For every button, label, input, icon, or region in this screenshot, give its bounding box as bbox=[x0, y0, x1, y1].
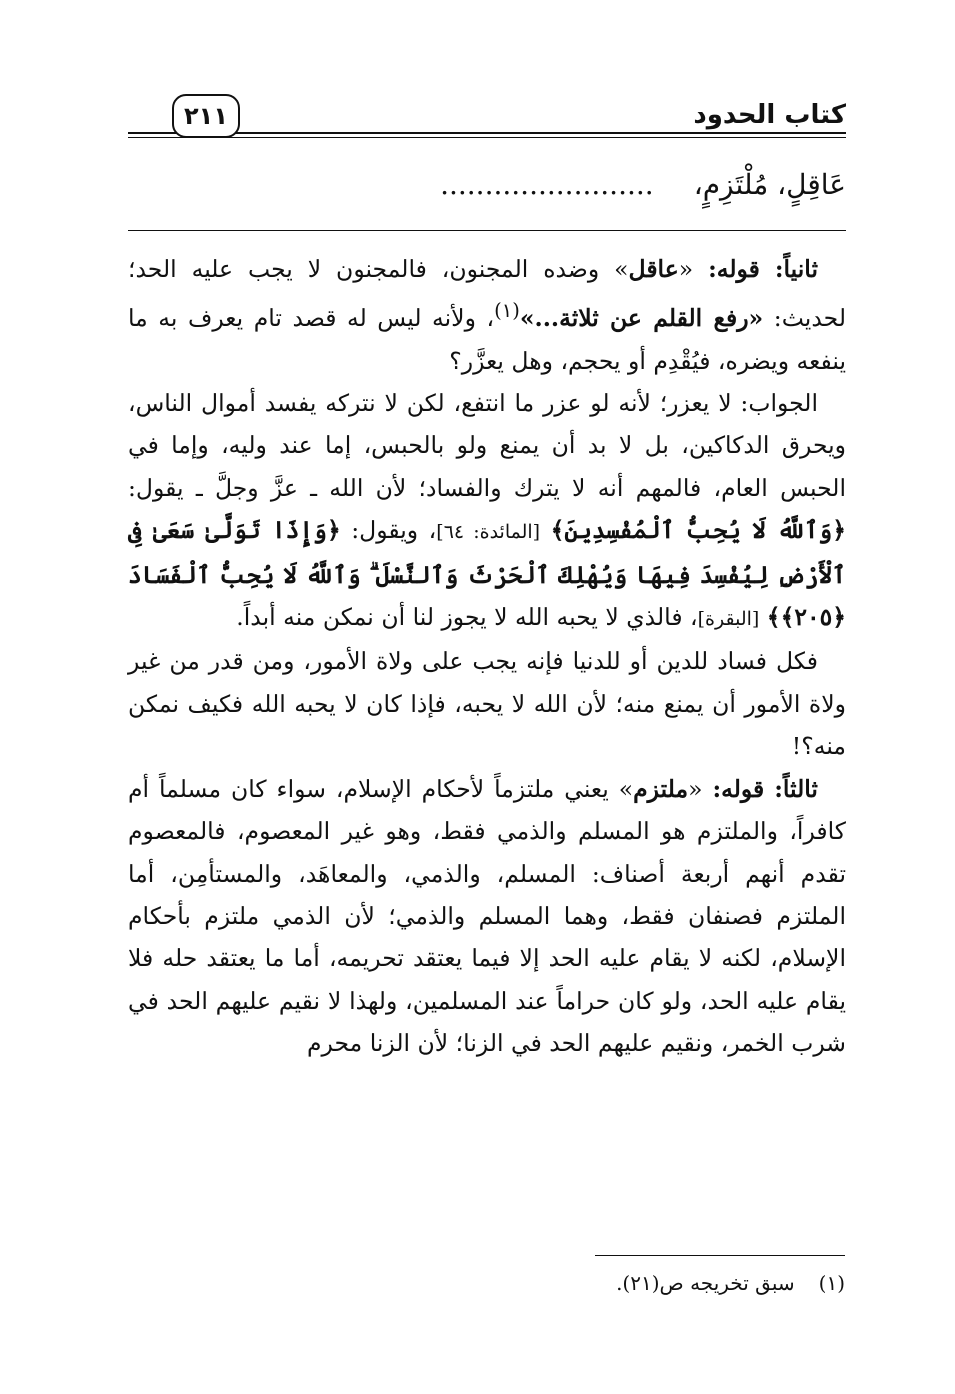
paragraph-thaniyan bbox=[128, 248, 846, 382]
qawluh-label: قوله: bbox=[708, 255, 760, 283]
page-body bbox=[128, 248, 846, 1065]
verse-reference: [المائدة: ٦٤] bbox=[436, 521, 541, 544]
matn-line bbox=[128, 160, 846, 210]
footnote-number: (١) bbox=[818, 1271, 845, 1295]
footnote-text: سبق تخريجه ص(٢١). bbox=[616, 1271, 795, 1295]
quote-close: » bbox=[618, 774, 634, 803]
paragraph-text: ، فالذي لا يحبه الله لا يجوز لنا أن نمكن منه أبداً. bbox=[236, 603, 698, 632]
paragraph-thalithan bbox=[128, 768, 846, 1065]
matn-term: عاقل bbox=[628, 255, 679, 283]
paragraph-text: ، ولأنه ليس له قصد تام يعرف به ما ينفعه ويضره، فيُقْدِم أو يحجم، وهل يعزَّر؟ bbox=[128, 304, 846, 375]
matn-term: ملتزم bbox=[633, 774, 689, 803]
footnote bbox=[145, 1268, 845, 1298]
matn-text: عَاقِلٍ، مُلْتَزِمٍ، bbox=[693, 168, 846, 201]
footnotes bbox=[145, 1268, 845, 1298]
paragraph-text: يعني ملتزماً لأحكام الإسلام، سواء كان مسلماً أم كافراً، والملتزم هو المسلم والذمي فقط، وهو غير المعصوم، فالمعصوم تقدم أنهم أربعة أصناف: المسلم، والذمي، والمعاهَد، والمستأمِن، أما الملتزم فصنفان فقط، وهما المسلم والذمي؛ لأن الذمي ملتزم بأحكام الإسلام، لكنه لا يقام عليه الحد إلا فيما يعتقد تحريمه، أما ما يعتقد حله فلا يقام عليه الحد، ولو كان حراماً عند المسلمين، ولهذا لا نقيم عليهم الحد في شرب الخمر، ونقيم عليهم الحد في الزنا؛ لأن الزنا محرم bbox=[128, 774, 846, 1058]
quran-verse: ﴿وَٱللَّهُ لَا يُحِبُّ ٱلْمُفْسِدِينَ﴾ bbox=[550, 516, 846, 545]
paragraph-jawab bbox=[128, 382, 846, 640]
quote-close: » bbox=[614, 255, 629, 283]
matn-dots: ........................ bbox=[440, 168, 654, 201]
verse-reference: [البقرة] bbox=[697, 608, 760, 631]
paragraph-text: ، ويقول: bbox=[351, 516, 437, 545]
hadith-text: «رفع القلم عن ثلاثة...» bbox=[519, 304, 764, 333]
quran-verse: ﴿وَإِذَا تَوَلَّىٰ سَعَىٰ فِى ٱلْأَرْضِ لِيُفْسِدَ فِيهَا وَيُهْلِكَ ٱلْحَرْثَ وَٱلنَّسْلَ ۗ وَٱللَّهُ لَا يُحِبُّ ٱلْفَسَادَ ﴿٢٠٥﴾﴾ bbox=[128, 516, 846, 632]
paragraph-text: وضده المجنون، فالمجنون لا يجب عليه الحد؛ لحديث: bbox=[128, 255, 846, 333]
quote-open: « bbox=[688, 774, 703, 803]
page-number: ٢١١ bbox=[172, 94, 240, 138]
running-header bbox=[128, 92, 846, 142]
qawluh-label: قوله: bbox=[712, 774, 765, 803]
quote-open: « bbox=[678, 255, 694, 283]
section-label: ثانياً: bbox=[774, 255, 818, 283]
section-label: ثالثاً: bbox=[774, 774, 818, 803]
paragraph-text: الجواب: لا يعزر؛ لأنه لو عزر ما انتفع، لكن لا نتركه يفسد أموال الناس، ويحرق الدكاكين، بل لا بد أن يمنع ولو بالحبس، إما عند وليه، وإما في الحبس العام، فالمهم أنه لا يترك والفساد؛ لأن الله ـ عزَّ وجلَّ ـ يقول: bbox=[128, 389, 846, 502]
paragraph-fasad: فكل فساد للدين أو للدنيا فإنه يجب على ولاة الأمور، ومن قدر من غير ولاة الأمور أن يمنع منه؛ لأن الله لا يحبه، فإذا كان لا يحبه الله فكيف نمكن منه؟! bbox=[128, 647, 846, 761]
footnote-divider bbox=[595, 1255, 845, 1256]
header-rule-bottom bbox=[128, 137, 846, 138]
matn-divider bbox=[128, 230, 846, 231]
running-title: كتاب الحدود bbox=[693, 100, 846, 130]
footnote-marker: (١) bbox=[494, 299, 520, 323]
